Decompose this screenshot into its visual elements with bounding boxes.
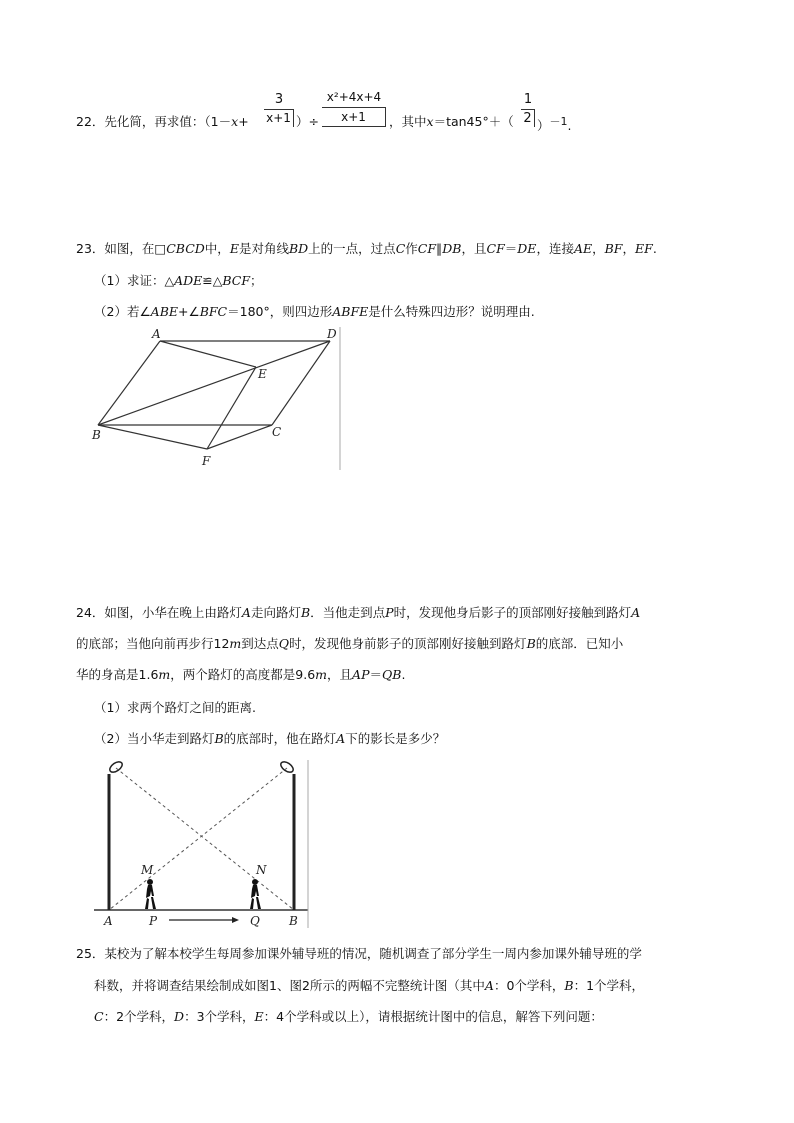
q25-t7: ：4个学科或以上），请根据统计图中的信息，解答下列问题： — [263, 1009, 603, 1024]
q22-end — [537, 114, 572, 134]
q24-t4: 时，发现他身后影子的顶部刚好接触到路灯 — [393, 605, 632, 620]
q24-period: . — [401, 667, 406, 682]
q23-number: 23． — [76, 241, 105, 256]
person-at-P — [145, 879, 156, 909]
q23-c: C — [395, 241, 406, 256]
q24-lamp-height: 9.6 — [295, 667, 316, 682]
label-F: F — [202, 454, 211, 468]
q24-part2 — [94, 731, 445, 747]
q23-p1-end: ； — [250, 273, 263, 288]
q24-b2: B — [526, 636, 536, 651]
q23-eq: ＝ — [504, 241, 518, 256]
q25-line-3 — [94, 1009, 603, 1025]
q24-t2: 走向路灯 — [250, 605, 301, 620]
q25-line-2 — [94, 978, 644, 994]
q24-a2: A — [631, 605, 641, 620]
label-Q: Q — [250, 914, 260, 928]
q23-p2-plus: +∠ — [178, 304, 200, 319]
q23-bf: BF — [604, 241, 623, 256]
q25-t4: ：1个学科， — [573, 978, 645, 993]
q23-t5: 作 — [405, 241, 418, 256]
label-D: D — [327, 327, 337, 341]
q22-frac2-bar — [322, 107, 386, 127]
q23-t1: 如图，在□ — [104, 241, 167, 256]
q23-ae: AE — [573, 241, 593, 256]
segment-BF — [98, 425, 207, 449]
label-B: B — [92, 428, 101, 442]
q25-c: C — [94, 1009, 104, 1024]
q22-fraction-3 — [521, 92, 535, 128]
q22-tail — [389, 114, 514, 130]
q24-m1: m — [229, 636, 242, 651]
q24-line-1 — [76, 605, 640, 621]
q22-fraction-1 — [264, 92, 294, 128]
q22-number: 22． — [76, 114, 105, 129]
q25-a: A — [484, 978, 494, 993]
q23-p1-bcf: BCF — [222, 273, 251, 288]
q25-number: 25． — [76, 946, 105, 961]
ray-A-to-B — [116, 768, 294, 910]
q24-p2-t3: 下的影长是多少？ — [345, 731, 446, 746]
q24-part1 — [94, 700, 256, 716]
label-A: A — [152, 327, 161, 341]
q23-p2-text: （2）若∠ — [94, 304, 151, 319]
q24-m3: m — [315, 667, 328, 682]
q24-height: 1.6 — [138, 667, 159, 682]
q23-cf2: CF — [486, 241, 505, 256]
q24-ap: AP — [352, 667, 370, 682]
q23-t3: 是对角线 — [238, 241, 289, 256]
q24-12: 12 — [213, 636, 230, 651]
q23-ef: EF — [635, 241, 653, 256]
label-B: B — [289, 914, 298, 928]
q23-t9: ，连接 — [536, 241, 574, 256]
q23-db: DB — [442, 241, 462, 256]
q23-p2-bfc: BFC — [199, 304, 228, 319]
q25-line-1 — [76, 946, 642, 962]
q24-t5: 的底部；当他向前再步行 — [76, 636, 214, 651]
q23-cf1: CF — [417, 241, 437, 256]
q25-b: B — [564, 978, 574, 993]
q23-figure — [80, 325, 350, 475]
segment-DC — [272, 341, 330, 425]
q24-t6: 到达点 — [241, 636, 279, 651]
q25-t5: ：2个学科， — [103, 1009, 175, 1024]
q24-qb: QB — [382, 667, 402, 682]
q24-p2-b: B — [214, 731, 224, 746]
q24-t10: ，两个路灯的高度都是 — [170, 667, 296, 682]
q22-close-div: ）÷ — [296, 114, 319, 129]
q23-e: E — [229, 241, 239, 256]
q22-frac3-numerator: 1 — [523, 92, 533, 107]
q23-p1-ade: ADE — [174, 273, 203, 288]
q25-e: E — [254, 1009, 264, 1024]
q24-t3: ．当他走到点 — [310, 605, 386, 620]
q23-t2: 中， — [204, 241, 230, 256]
q24-p2-t1: （2）当小华走到路灯 — [94, 731, 215, 746]
q23-p1-text: （1）求证：△ — [94, 273, 175, 288]
q24-p2-a: A — [336, 731, 346, 746]
q22-mid — [296, 114, 319, 130]
ray-B-to-A — [109, 768, 287, 910]
q22-x1: x — [231, 114, 239, 129]
q24-p2-t2: 的底部时，他在路灯 — [223, 731, 337, 746]
q24-a1: A — [241, 605, 251, 620]
q23-part2 — [94, 304, 535, 320]
q22-x2: x — [426, 114, 434, 129]
q24-t9: 华的身高是 — [76, 667, 139, 682]
q23-p1-congruent: ≌△ — [202, 273, 223, 288]
segment-CF — [207, 425, 272, 449]
label-N: N — [256, 863, 267, 877]
q24-t8: 的底部．已知小 — [535, 636, 624, 651]
q24-t7: 时，发现他身前影子的顶部刚好接触到路灯 — [289, 636, 527, 651]
segment-AE — [160, 341, 256, 367]
q24-line-3 — [76, 667, 405, 683]
q22-close-pow: ） — [537, 118, 550, 134]
q22-power: －1 — [549, 115, 568, 128]
q23-stem — [76, 241, 657, 257]
q22-eq-tan: ＝tan45°＋（ — [433, 114, 514, 129]
q22-frac1-numerator: 3 — [274, 92, 284, 107]
q24-t11: ，且 — [327, 667, 353, 682]
q24-p1: P — [385, 605, 394, 620]
q24-part1-text: （1）求两个路灯之间的距离. — [94, 700, 256, 715]
q25-t3: ：0个学科， — [493, 978, 565, 993]
q22-frac2-denominator: x+1 — [341, 110, 366, 124]
q22-line — [76, 114, 249, 130]
label-C: C — [272, 425, 282, 439]
q25-t2: 科数，并将调查结果绘制成如图1、图2所示的两幅不完整统计图（其中 — [94, 978, 485, 993]
q25-d: D — [174, 1009, 185, 1024]
q24-m2: m — [158, 667, 171, 682]
label-P: P — [149, 914, 158, 928]
q25-text-1: 某校为了解本校学生每周参加课外辅导班的情况，随机调查了部分学生一周内参加课外辅导班的学 — [104, 946, 642, 961]
q23-cbcd: CBCD — [166, 241, 205, 256]
q23-p2-abfe: ABFE — [332, 304, 369, 319]
q22-frac3-bar — [521, 109, 535, 127]
q24-q1: Q — [278, 636, 290, 651]
q22-lead: 先化简，再求值：（1－ — [104, 114, 232, 129]
q23-comma2: ， — [622, 241, 635, 256]
segment-EF — [207, 367, 256, 449]
q22-fraction-2 — [322, 88, 386, 128]
q23-t7: ，且 — [461, 241, 487, 256]
q23-p2-question: 是什么特殊四边形？说明理由. — [368, 304, 535, 319]
segment-BD — [98, 341, 330, 425]
segment-AB — [98, 341, 160, 425]
q23-p2-abe: ABE — [150, 304, 179, 319]
q23-part1 — [94, 273, 263, 289]
q24-line-2 — [76, 636, 623, 652]
q22-frac1-bar — [264, 109, 294, 127]
q23-de: DE — [517, 241, 537, 256]
q23-parallel: ∥ — [436, 241, 443, 256]
q24-figure — [94, 758, 314, 933]
q24-number: 24． — [76, 605, 105, 620]
q25-t6: ：3个学科， — [184, 1009, 255, 1024]
person-at-Q — [250, 879, 261, 909]
q22-period: . — [567, 118, 572, 134]
label-M: M — [141, 863, 154, 877]
label-A: A — [104, 914, 113, 928]
walk-arrow-head — [232, 917, 239, 923]
label-E: E — [258, 367, 267, 381]
q24-t1: 如图，小华在晚上由路灯 — [104, 605, 242, 620]
q22-plus: + — [238, 114, 249, 129]
q22-frac1-denominator: x+1 — [266, 111, 291, 125]
q23-bd: BD — [288, 241, 309, 256]
q22-where: ，其中 — [389, 114, 427, 129]
q22-frac2-numerator: x²+4x+4 — [326, 90, 382, 104]
q23-comma1: ， — [592, 241, 605, 256]
q24-b1: B — [300, 605, 311, 620]
q22-frac3-denominator: 2 — [523, 111, 532, 126]
q24-eq: ＝ — [369, 667, 383, 682]
q23-period: . — [652, 241, 657, 256]
q23-p2-sum: ＝180°，则四边形 — [227, 304, 333, 319]
q23-t4: 上的一点，过点 — [308, 241, 396, 256]
